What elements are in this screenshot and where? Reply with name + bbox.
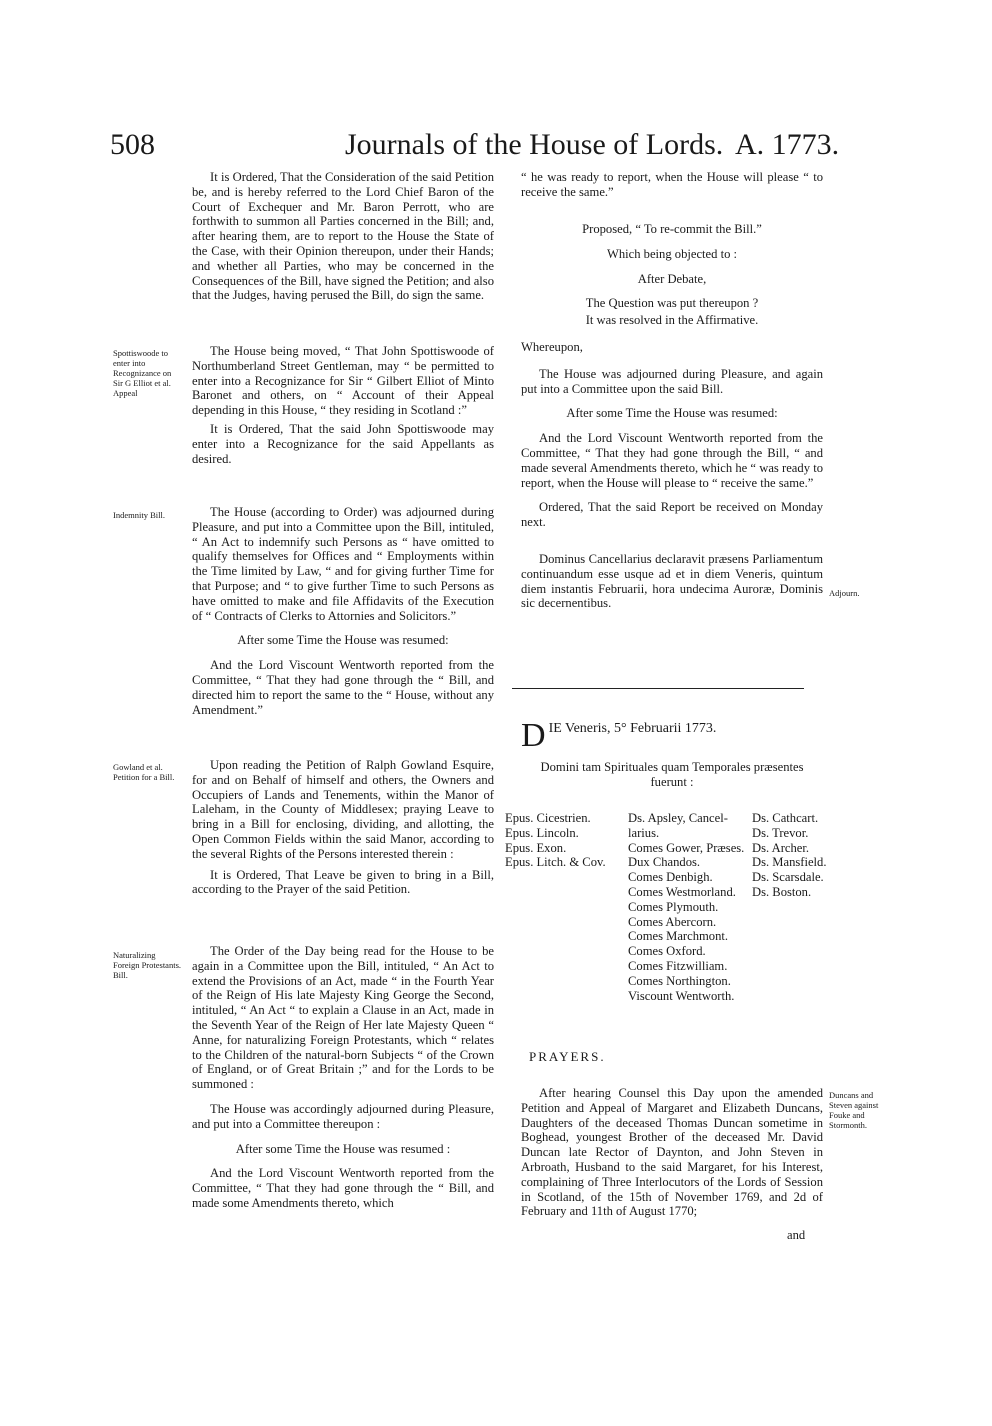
left-column xyxy=(192,170,494,303)
date-heading-block xyxy=(521,717,823,790)
attendee-name: Ds. Trevor. xyxy=(752,825,809,840)
paragraph: Which being objected to : xyxy=(606,246,738,261)
attendee-name: Dux Chandos. xyxy=(628,855,701,870)
page-number: 508 xyxy=(110,128,155,161)
attendee-name: Ds. Cathcart. xyxy=(752,811,819,825)
attendee-name: Comes Westmorland. xyxy=(628,884,736,899)
page-year: A. 1773. xyxy=(735,128,840,161)
margin-note: Duncans and Steven against Fouke and Stormonth. xyxy=(829,1090,879,1130)
left-column-block xyxy=(192,758,494,897)
paragraph: Dominus Cancellarius declaravit præsens Parliamentum continuandum esse usque ad et in diem Veneris, quintum diem instantis Februarii, hora undecima Auroræ, Dominis sic decernentibus. xyxy=(521,551,823,611)
prayers-heading: PRAYERS. xyxy=(529,1049,606,1064)
catchword: and xyxy=(787,1228,806,1242)
margin-note: Naturalizing Foreign Protestants. Bill. xyxy=(113,950,181,980)
left-column-block xyxy=(192,344,494,466)
right-column-block xyxy=(521,170,823,200)
paragraph: It is Ordered, That the Consideration of the said Petition be, and is hereby referred to the Lord Chief Baron of the Court of Exchequer and Mr. Baron Perrott, who are forthwith to summon all Parties concerned in the Bill; and, after hearing them, are to report to the House the State of the Case, with their Opinion thereupon, under their Hands; and whether all Parties, who may be concerned in the Consequences of the Bill, have signed the Petition; and also that the Judges, having perused the Bill, do sign the same. xyxy=(192,170,494,303)
section-rule xyxy=(512,688,804,689)
paragraph: The House being moved, “ That John Spottiswoode of Northumberland Street Gentleman, may “ be permitted to enter into a Recognizance for Sir “ Gilbert Elliot of Minto Baronet and others, on “ Account of their Appeal depending in this House, “ they residing in Scotland :” xyxy=(192,344,494,418)
margin-note: Adjourn. xyxy=(829,588,860,598)
paragraph: The House was accordingly adjourned during Pleasure, and put into a Committee thereupon : xyxy=(192,1101,494,1131)
paragraph: The House (according to Order) was adjourned during Pleasure, and put into a Committee upon the Bill, intituled, “ An Act to indemnify such Persons as “ have omitted to qualify themselves for Offices and “ Employments within the Time limited by Law, “ and for giving further Time for that Purpose; and “ to give further Time to such Persons as have omitted to make and file Affidavits of the Execution of “ Contracts of Clerks to Attornies and Solicitors.” xyxy=(192,505,494,623)
attendee-name: Comes Gower, Præses. xyxy=(628,840,745,855)
paragraph: And the Lord Viscount Wentworth reported from the Committee, “ That they had gone through the “ Bill, and made some Amendments thereto, which xyxy=(192,1166,494,1210)
paragraph: It is Ordered, That Leave be given to bring in a Bill, according to the Prayer of the said Petition. xyxy=(192,867,494,897)
paragraph: The Question was put thereupon ? xyxy=(585,296,759,311)
attendee-name: Epus. Cicestrien. xyxy=(505,811,591,825)
paragraph: It was resolved in the Affirmative. xyxy=(585,313,759,328)
left-column-block xyxy=(192,944,494,1211)
attendee-name: Ds. Apsley, Cancel- xyxy=(628,811,728,825)
margin-note: Indemnity Bill. xyxy=(113,510,165,520)
paragraph: After some Time the House was resumed : xyxy=(235,1141,451,1156)
attendee-name: Epus. Litch. & Cov. xyxy=(505,855,606,870)
attendee-name: Comes Plymouth. xyxy=(628,899,719,914)
attendee-name: Comes Oxford. xyxy=(628,944,706,959)
attendee-name: Comes Fitzwilliam. xyxy=(628,958,728,973)
drop-cap: D xyxy=(521,717,546,754)
paragraph: And the Lord Viscount Wentworth reported from the Committee, “ That they had gone through the Bill, “ and made several Amendments thereto, which he “ was ready to report, when the House will please to “ receive the same.” xyxy=(521,431,823,490)
paragraph: Proposed, “ To re-commit the Bill.” xyxy=(582,222,762,236)
paragraph: Upon reading the Petition of Ralph Gowland Esquire, for and on Behalf of himself and others, the Owners and Occupiers of Lands and Tenements, within the Manor of Laleham, in the County of Middlesex; praying Leave to bring in a Bill for enclosing, dividing, and allotting, the Open Common Fields within the said Manor, according to the several Rights of the Persons interested therein : xyxy=(192,758,494,861)
paragraph: After Debate, xyxy=(637,271,707,286)
date-text: IE Veneris, 5° Februarii 1773. xyxy=(548,721,717,736)
attendee-name: Ds. Mansfield. xyxy=(752,855,827,870)
attendee-name: Comes Northington. xyxy=(628,973,731,988)
attendee-name: Ds. Archer. xyxy=(752,840,810,855)
paragraph: “ he was ready to report, when the House will please “ to receive the same.” xyxy=(521,170,823,199)
attendee-name: larius. xyxy=(628,825,660,840)
attendee-name: Ds. Scarsdale. xyxy=(752,870,824,885)
attendee-name: Epus. Exon. xyxy=(505,840,567,855)
margin-note: Spottiswoode to enter into Recognizance on Sir G Elliot et al. Appeal xyxy=(113,348,172,398)
paragraph: After some Time the House was resumed: xyxy=(566,406,778,421)
paragraph: It is Ordered, That the said John Spottiswoode may enter into a Recognizance for the said Appellants as desired. xyxy=(192,421,494,466)
attendee-name: Comes Marchmont. xyxy=(628,929,729,944)
attendee-name: Ds. Boston. xyxy=(752,884,812,899)
attendance-col-barons xyxy=(752,811,827,900)
paragraph: Ordered, That the said Report be received on Monday next. xyxy=(521,500,823,530)
left-column-block xyxy=(192,505,494,717)
margin-note: Gowland et al. Petition for a Bill. xyxy=(113,762,175,782)
paragraph: After hearing Counsel this Day upon the amended Petition and Appeal of Margaret and Elizabeth Duncans, Daughters of the deceased Thomas Duncan sometime in Boghead, youngest Brother of the deceased Mr. David Duncan late Rector of Daynton, and John Steven in Arbroath, Husband to the said Margaret, for his Interest, complaining of Three Interlocutors of the Lords of Session in Scotland, of the 15th of November 1769, and 2d of February and 11th of August 1770; xyxy=(521,1086,823,1219)
paragraph: And the Lord Viscount Wentworth reported from the Committee, “ That they had gone through the “ Bill, and directed him to report the same to the “ House, without any Amendment.” xyxy=(192,658,494,717)
running-head: Journals of the House of Lords. xyxy=(345,128,724,161)
right-column-block xyxy=(521,1086,823,1219)
paragraph: The Order of the Day being read for the House to be again in a Committee upon the Bill, intituled, “ An Act to extend the Provisions of an Act, made “ in the Fourth Year of the Reign of His late Majesty King George the Second, intituled, “ An Act “ to explain a Clause in an Act, made in the Seventh Year of the Reign of Her late Majesty Queen “ Anne, for naturalizing Foreign Protestants, which “ relates to the Children of the natural-born Subjects “ of the Crown of England, or of Great Britain ;” and for the Lords to be summoned : xyxy=(192,944,494,1092)
paragraph: Whereupon, xyxy=(521,339,583,354)
attendance-col-peers xyxy=(628,811,744,1003)
attendee-name: Epus. Lincoln. xyxy=(505,825,579,840)
paragraph: After some Time the House was resumed: xyxy=(237,633,449,648)
attendance-col-bishops xyxy=(505,811,606,870)
date-heading xyxy=(521,717,823,754)
right-column-block xyxy=(521,222,823,611)
attendance-heading: Domini tam Spirituales quam Temporales præsentes fuerunt : xyxy=(540,760,804,789)
attendee-name: Viscount Wentworth. xyxy=(628,988,735,1003)
attendee-name: Comes Abercorn. xyxy=(628,914,717,929)
attendee-name: Comes Denbigh. xyxy=(628,870,713,885)
paragraph: The House was adjourned during Pleasure, and again put into a Committee upon the said Bill. xyxy=(521,366,823,396)
